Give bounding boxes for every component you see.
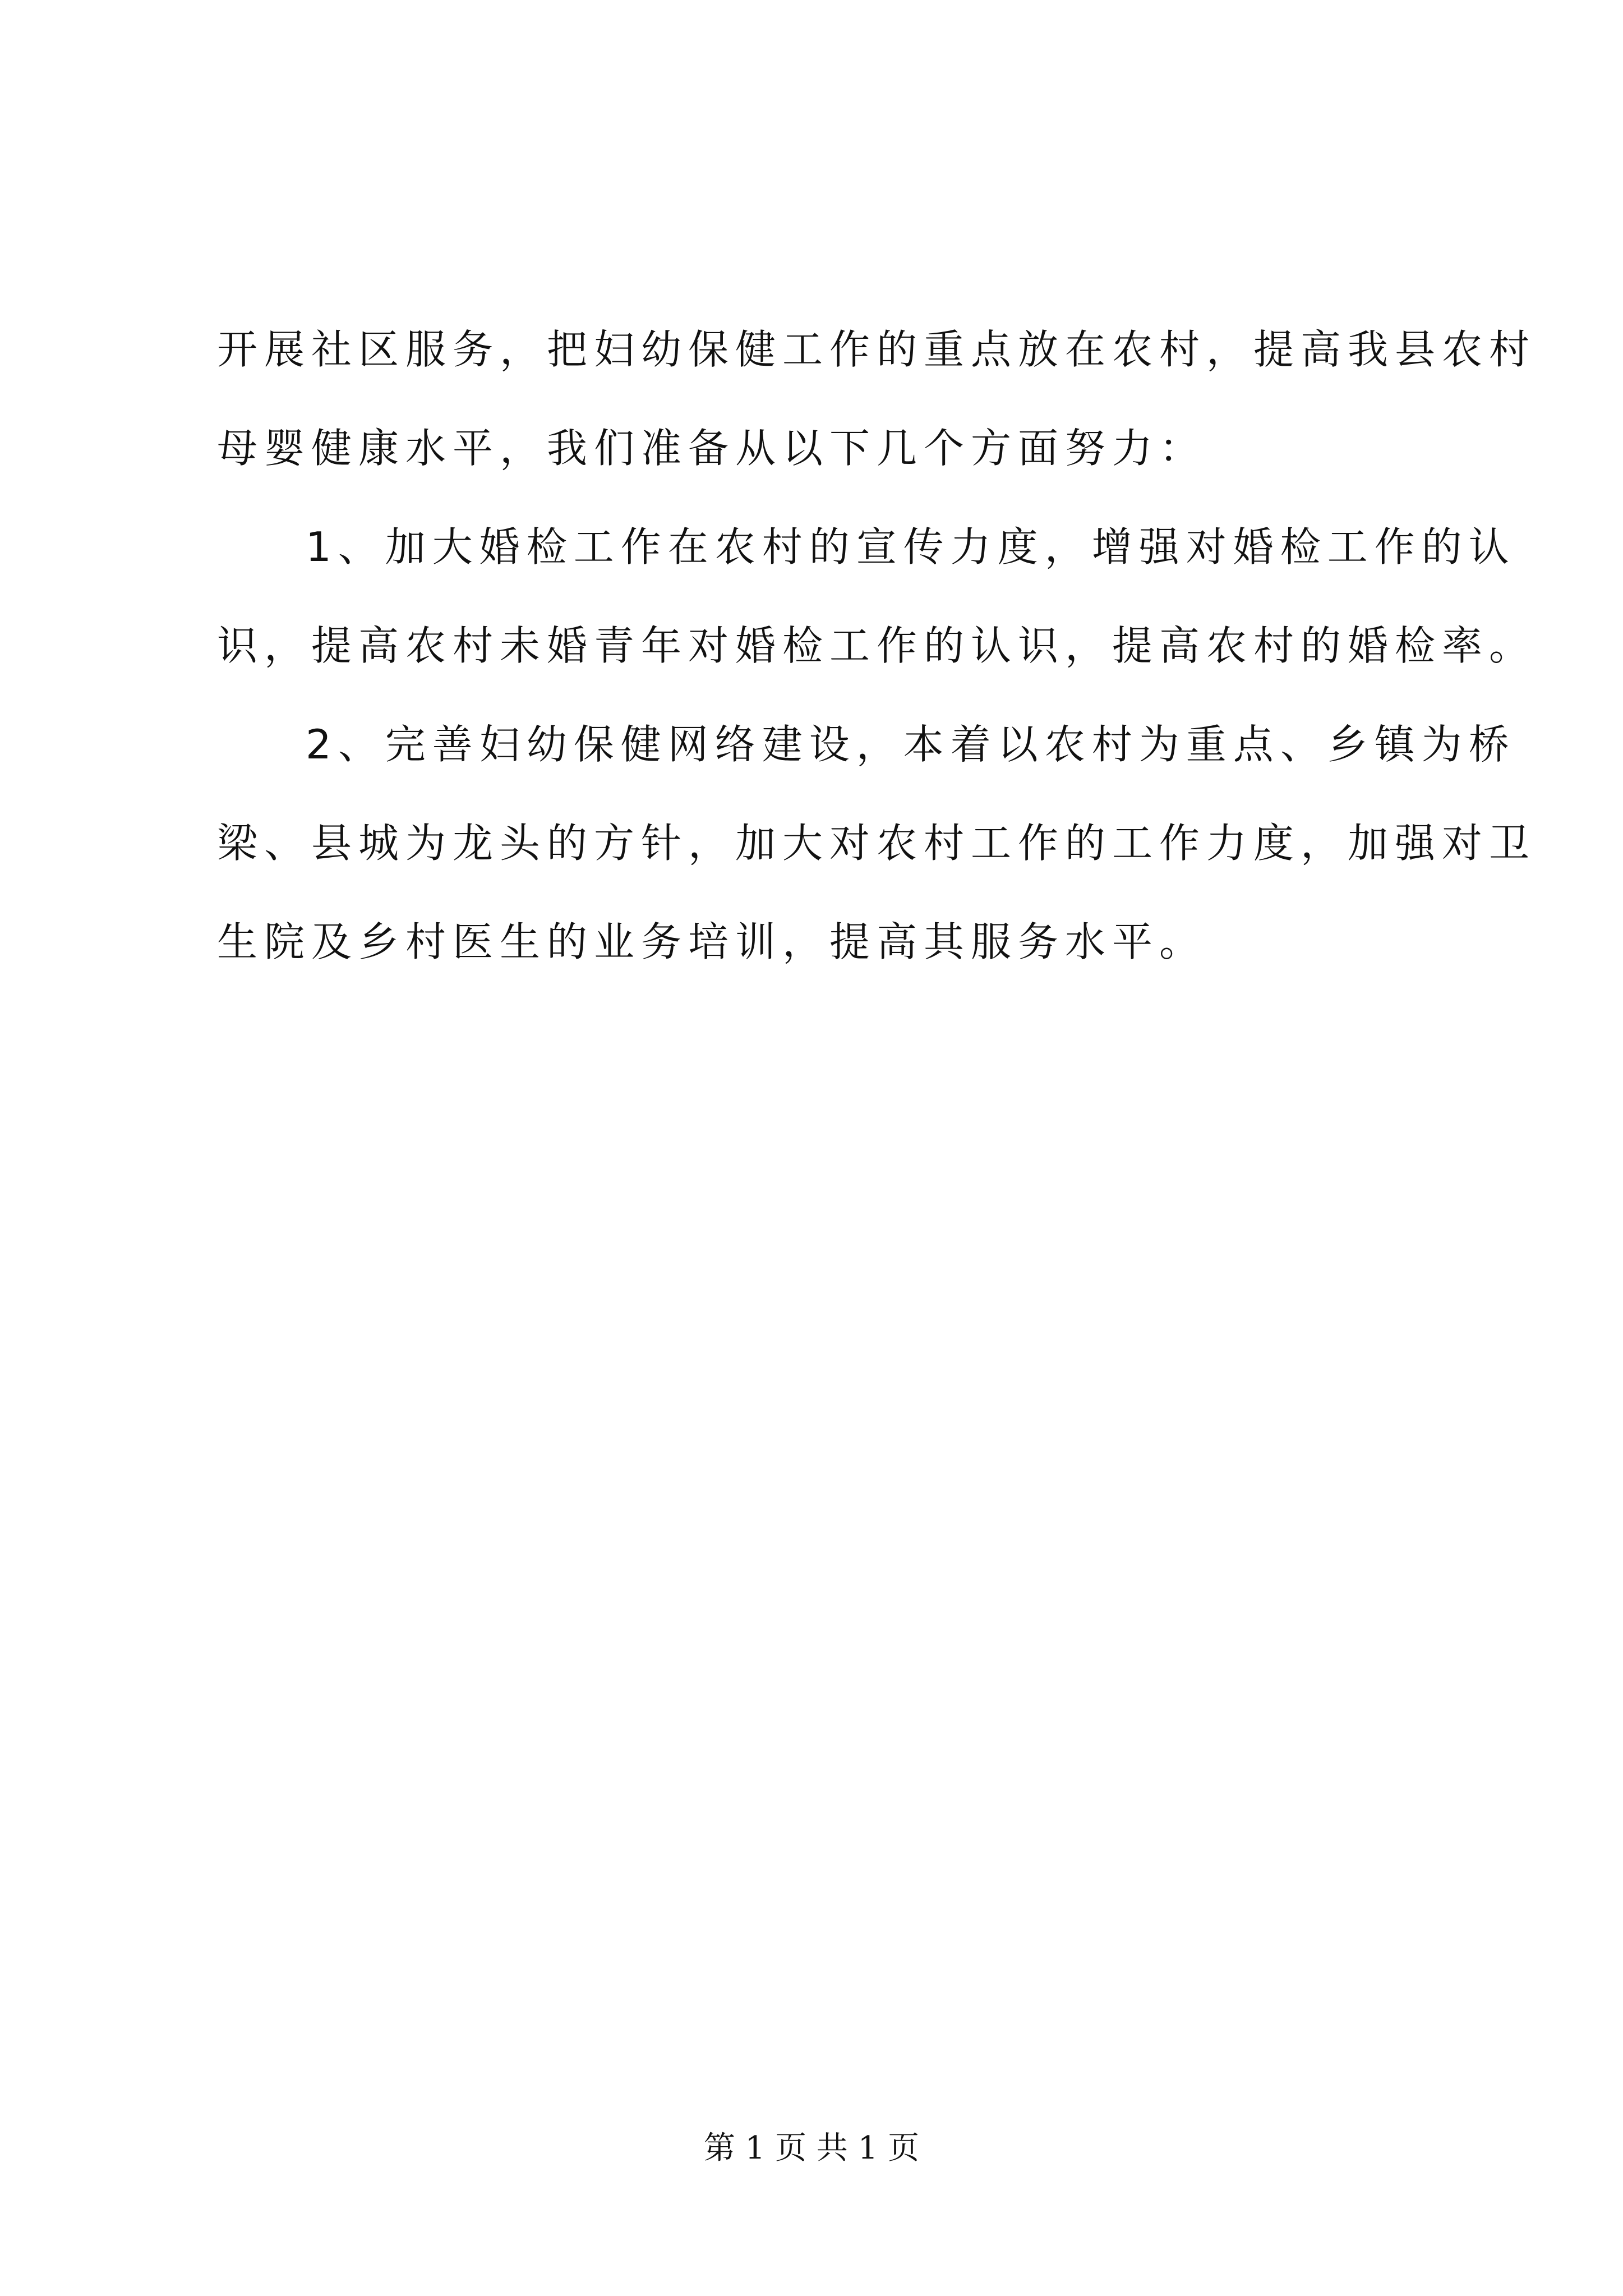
list-item-1-line: 1、加大婚检工作在农村的宣传力度，增强对婚检工作的认 <box>306 523 1516 570</box>
page-footer: 第 1 页 共 1 页 <box>703 2130 920 2166</box>
list-item-2-line: 生院及乡村医生的业务培训，提高其服务水平。 <box>217 918 1207 965</box>
list-item-1-line: 识，提高农村未婚青年对婚检工作的认识，提高农村的婚检率。 <box>217 622 1537 669</box>
document-body <box>217 300 1537 991</box>
paragraph-line: 开展社区服务，把妇幼保健工作的重点放在农村，提高我县农村 <box>217 326 1537 373</box>
paragraph-line: 母婴健康水平，我们准备从以下几个方面努力： <box>217 425 1207 472</box>
list-item-2-line: 梁、县城为龙头的方针，加大对农村工作的工作力度，加强对卫 <box>217 820 1537 867</box>
list-item-2-line: 2、完善妇幼保健网络建设，本着以农村为重点、乡镇为桥 <box>306 721 1516 768</box>
